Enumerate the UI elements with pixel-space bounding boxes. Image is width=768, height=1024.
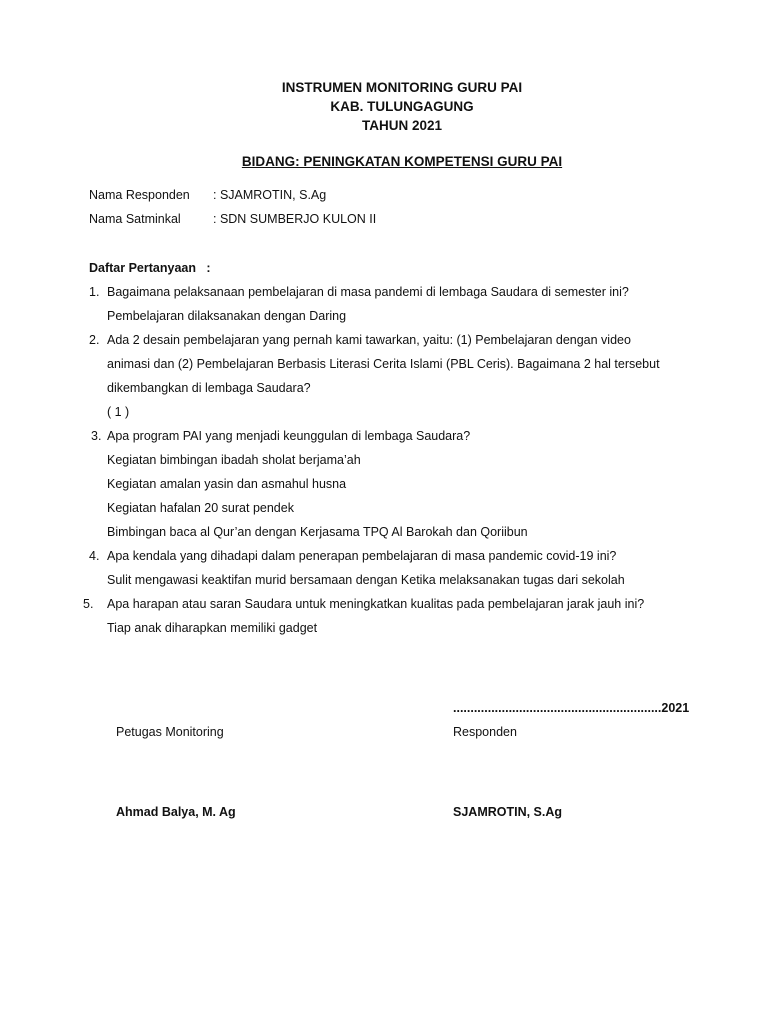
question-number: 4. bbox=[89, 549, 100, 563]
answer-text: ( 1 ) bbox=[107, 405, 130, 419]
document-title bbox=[0, 78, 768, 135]
question-text: Apa kendala yang dihadapi dalam penerapan pembelajaran di masa pandemic covid-19 ini? bbox=[107, 549, 617, 563]
question-text: Apa harapan atau saran Saudara untuk meningkatkan kualitas pada pembelajaran jarak jauh ini? bbox=[107, 597, 645, 611]
answer-text: Kegiatan bimbingan ibadah sholat berjama’ah bbox=[107, 453, 361, 467]
satminkal-label: Nama Satminkal bbox=[89, 212, 181, 226]
question-text: dikembangkan di lembaga Saudara? bbox=[107, 381, 311, 395]
document-subtitle: BIDANG: PENINGKATAN KOMPETENSI GURU PAI bbox=[241, 154, 563, 169]
signature-date-line: ............................................................2021 bbox=[453, 701, 690, 715]
answer-text: Sulit mengawasi keaktifan murid bersamaan dengan Ketika melaksanakan tugas dari sekolah bbox=[107, 573, 625, 587]
question-text: Ada 2 desain pembelajaran yang pernah kami tawarkan, yaitu: (1) Pembelajaran dengan video bbox=[107, 333, 631, 347]
respondent-label: Nama Responden bbox=[89, 188, 190, 202]
answer-text: Tiap anak diharapkan memiliki gadget bbox=[107, 621, 318, 635]
officer-name: Ahmad Balya, M. Ag bbox=[116, 805, 236, 819]
satminkal-field bbox=[89, 210, 376, 228]
officer-label: Petugas Monitoring bbox=[116, 725, 224, 739]
question-number: 2. bbox=[89, 333, 100, 347]
question-number: 3. bbox=[91, 429, 102, 443]
title-line-1: INSTRUMEN MONITORING GURU PAI bbox=[281, 80, 523, 95]
respondent-signature-label: Responden bbox=[453, 725, 517, 739]
answer-text: Kegiatan hafalan 20 surat pendek bbox=[107, 501, 294, 515]
question-text: Bagaimana pelaksanaan pembelajaran di masa pandemi di lembaga Saudara di semester ini? bbox=[107, 285, 629, 299]
question-text: animasi dan (2) Pembelajaran Berbasis Literasi Cerita Islami (PBL Ceris). Bagaimana 2 hal tersebut bbox=[107, 357, 660, 371]
answer-text: Bimbingan baca al Qur’an dengan Kerjasama TPQ Al Barokah dan Qoriibun bbox=[107, 525, 528, 539]
question-number: 5. bbox=[83, 597, 94, 611]
respondent-value: : SJAMROTIN, S.Ag bbox=[213, 188, 327, 202]
question-text: Apa program PAI yang menjadi keunggulan di lembaga Saudara? bbox=[107, 429, 471, 443]
title-line-3: TAHUN 2021 bbox=[361, 118, 443, 133]
question-number: 1. bbox=[89, 285, 100, 299]
respondent-field bbox=[89, 186, 326, 204]
respondent-name: SJAMROTIN, S.Ag bbox=[453, 805, 563, 819]
answer-text: Pembelajaran dilaksanakan dengan Daring bbox=[107, 309, 347, 323]
questions-heading: Daftar Pertanyaan : bbox=[89, 261, 211, 275]
title-line-2: KAB. TULUNGAGUNG bbox=[330, 99, 474, 114]
satminkal-value: : SDN SUMBERJO KULON II bbox=[213, 212, 377, 226]
answer-text: Kegiatan amalan yasin dan asmahul husna bbox=[107, 477, 347, 491]
